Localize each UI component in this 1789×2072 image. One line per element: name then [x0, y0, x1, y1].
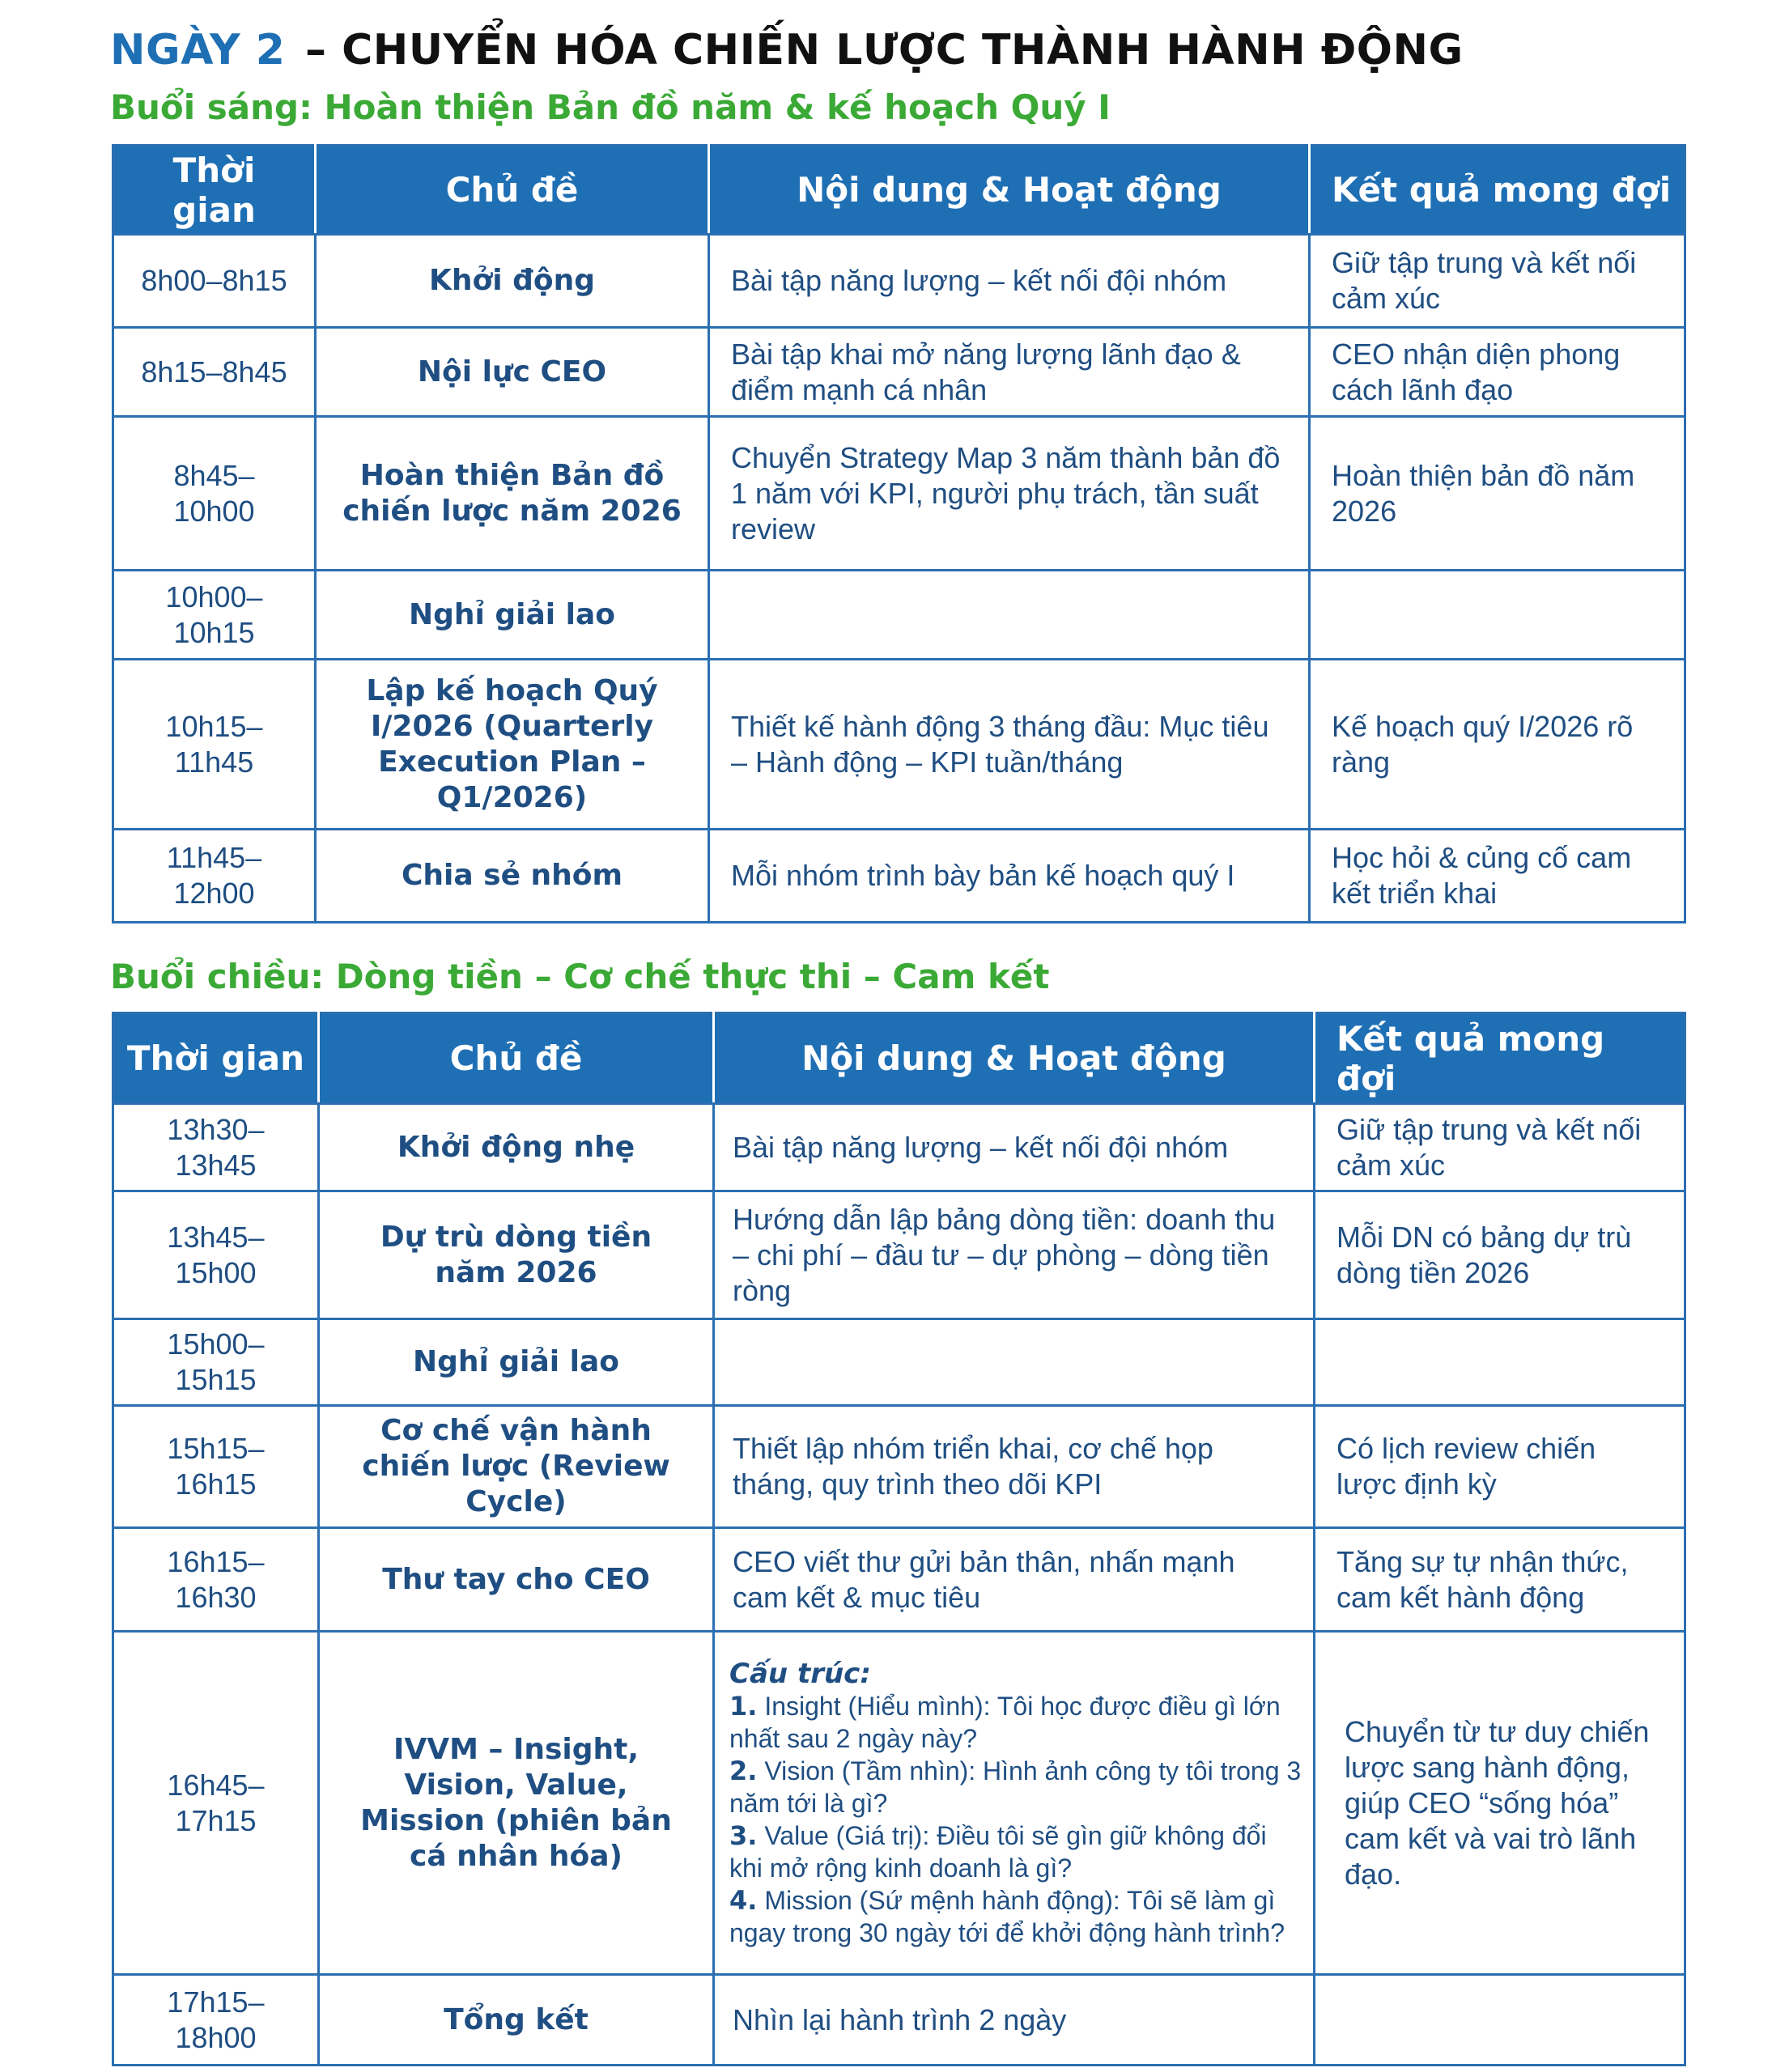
day-label: NGÀY 2 — [110, 26, 286, 74]
cell-result: Mỗi DN có bảng dự trù dòng tiền 2026 — [1315, 1191, 1685, 1319]
cell-topic: Khởi động nhẹ — [319, 1104, 714, 1191]
table-row — [113, 660, 1685, 830]
cell-content-structure — [714, 1632, 1315, 1975]
cell-result: Học hỏi & củng cố cam kết triển khai — [1310, 830, 1685, 923]
column-header-content: Nội dung & Hoạt động — [709, 146, 1310, 235]
structure-item-text: Mission (Sứ mệnh hành động): Tôi sẽ làm gì ngay trong 30 ngày tới để khởi động hành trình? — [729, 1885, 1285, 1947]
table-row — [113, 328, 1685, 417]
cell-result: Có lịch review chiến lược định kỳ — [1315, 1406, 1685, 1528]
cell-content: Chuyển Strategy Map 3 năm thành bản đồ 1 năm với KPI, người phụ trách, tần suất review — [709, 417, 1310, 571]
cell-content: Nhìn lại hành trình 2 ngày — [714, 1975, 1315, 2066]
cell-content: Bài tập khai mở năng lượng lãnh đạo & điểm mạnh cá nhân — [709, 328, 1310, 417]
cell-time: 10h15–11h45 — [113, 660, 316, 830]
cell-result: Kế hoạch quý I/2026 rõ ràng — [1310, 660, 1685, 830]
cell-topic: Cơ chế vận hành chiến lược (Review Cycle) — [319, 1406, 714, 1528]
column-header-topic: Chủ đề — [319, 1013, 714, 1104]
cell-topic: Khởi động — [316, 235, 709, 328]
cell-time: 8h15–8h45 — [113, 328, 316, 417]
cell-time: 13h45–15h00 — [113, 1191, 319, 1319]
morning-section-title: Buổi sáng: Hoàn thiện Bản đồ năm & kế hoạch Quý I — [110, 87, 1111, 127]
column-header-result: Kết quả mong đợi — [1310, 146, 1685, 235]
column-header-result: Kết quả mong đợi — [1315, 1013, 1685, 1104]
table-header-row — [113, 146, 1685, 235]
cell-result — [1315, 1975, 1685, 2066]
cell-time: 11h45–12h00 — [113, 830, 316, 923]
cell-time: 15h15–16h15 — [113, 1406, 319, 1528]
cell-time: 16h15–16h30 — [113, 1528, 319, 1632]
structure-item — [729, 1884, 1302, 1949]
structure-item — [729, 1690, 1302, 1755]
cell-content: CEO viết thư gửi bản thân, nhấn mạnh cam kết & mục tiêu — [714, 1528, 1315, 1632]
cell-topic: Nội lực CEO — [316, 328, 709, 417]
cell-topic: Nghỉ giải lao — [316, 571, 709, 660]
cell-time: 10h00–10h15 — [113, 571, 316, 660]
structure-item-text: Insight (Hiểu mình): Tôi học được điều gì lớn nhất sau 2 ngày này? — [729, 1691, 1281, 1753]
column-header-content: Nội dung & Hoạt động — [714, 1013, 1315, 1104]
cell-content: Thiết kế hành động 3 tháng đầu: Mục tiêu – Hành động – KPI tuần/tháng — [709, 660, 1310, 830]
cell-result: Tăng sự tự nhận thức, cam kết hành động — [1315, 1528, 1685, 1632]
cell-result: Chuyển từ tư duy chiến lược sang hành động, giúp CEO “sống hóa” cam kết và vai trò lãnh đạo. — [1315, 1632, 1685, 1975]
table-row — [113, 235, 1685, 328]
cell-time: 8h45–10h00 — [113, 417, 316, 571]
column-header-time: Thời gian — [113, 1013, 319, 1104]
afternoon-schedule-table — [112, 1012, 1686, 2066]
structure-title: Cấu trúc: — [729, 1657, 871, 1690]
table-row — [113, 1632, 1685, 1975]
cell-topic: Nghỉ giải lao — [319, 1319, 714, 1406]
cell-time: 8h00–8h15 — [113, 235, 316, 328]
day-title: – CHUYỂN HÓA CHIẾN LƯỢC THÀNH HÀNH ĐỘNG — [305, 26, 1464, 74]
cell-time: 15h00–15h15 — [113, 1319, 319, 1406]
cell-time: 13h30–13h45 — [113, 1104, 319, 1191]
cell-content: Hướng dẫn lập bảng dòng tiền: doanh thu – chi phí – đầu tư – dự phòng – dòng tiền ròng — [714, 1191, 1315, 1319]
cell-result — [1315, 1319, 1685, 1406]
cell-result: Giữ tập trung và kết nối cảm xúc — [1310, 235, 1685, 328]
cell-result: Giữ tập trung và kết nối cảm xúc — [1315, 1104, 1685, 1191]
table-row — [113, 1406, 1685, 1528]
cell-content: Thiết lập nhóm triển khai, cơ chế họp tháng, quy trình theo dõi KPI — [714, 1406, 1315, 1528]
cell-content — [714, 1319, 1315, 1406]
structure-item-text: Vision (Tầm nhìn): Hình ảnh công ty tôi trong 3 năm tới là gì? — [729, 1756, 1302, 1818]
structure-item-number: 3. — [729, 1819, 758, 1851]
cell-content: Bài tập năng lượng – kết nối đội nhóm — [709, 235, 1310, 328]
cell-time: 16h45–17h15 — [113, 1632, 319, 1975]
morning-schedule-table — [112, 144, 1686, 923]
table-row — [113, 417, 1685, 571]
structure-item-number: 4. — [729, 1884, 758, 1916]
cell-topic: IVVM – Insight, Vision, Value, Mission (phiên bản cá nhân hóa) — [319, 1632, 714, 1975]
table-row — [113, 1191, 1685, 1319]
column-header-topic: Chủ đề — [316, 146, 709, 235]
cell-topic: Tổng kết — [319, 1975, 714, 2066]
table-header-row — [113, 1013, 1685, 1104]
afternoon-section-title: Buổi chiều: Dòng tiền – Cơ chế thực thi – Cam kết — [110, 957, 1050, 996]
cell-content: Bài tập năng lượng – kết nối đội nhóm — [714, 1104, 1315, 1191]
cell-topic: Hoàn thiện Bản đồ chiến lược năm 2026 — [316, 417, 709, 571]
structure-item-number: 1. — [729, 1690, 758, 1722]
structure-item-number: 2. — [729, 1755, 758, 1786]
table-row — [113, 1528, 1685, 1632]
structure-item — [729, 1755, 1302, 1819]
structure-item — [729, 1819, 1302, 1884]
cell-content: Mỗi nhóm trình bày bản kế hoạch quý I — [709, 830, 1310, 923]
table-row — [113, 571, 1685, 660]
cell-topic: Thư tay cho CEO — [319, 1528, 714, 1632]
table-row — [113, 830, 1685, 923]
cell-content — [709, 571, 1310, 660]
cell-time: 17h15–18h00 — [113, 1975, 319, 2066]
page-title — [110, 26, 1464, 74]
structure-item-text: Value (Giá trị): Điều tôi sẽ gìn giữ không đổi khi mở rộng kinh doanh là gì? — [729, 1820, 1267, 1883]
cell-result — [1310, 571, 1685, 660]
column-header-time: Thời gian — [113, 146, 316, 235]
cell-topic: Chia sẻ nhóm — [316, 830, 709, 923]
cell-topic: Dự trù dòng tiền năm 2026 — [319, 1191, 714, 1319]
table-row — [113, 1975, 1685, 2066]
cell-result: Hoàn thiện bản đồ năm 2026 — [1310, 417, 1685, 571]
table-row — [113, 1104, 1685, 1191]
table-row — [113, 1319, 1685, 1406]
cell-topic: Lập kế hoạch Quý I/2026 (Quarterly Execution Plan – Q1/2026) — [316, 660, 709, 830]
cell-result: CEO nhận diện phong cách lãnh đạo — [1310, 328, 1685, 417]
